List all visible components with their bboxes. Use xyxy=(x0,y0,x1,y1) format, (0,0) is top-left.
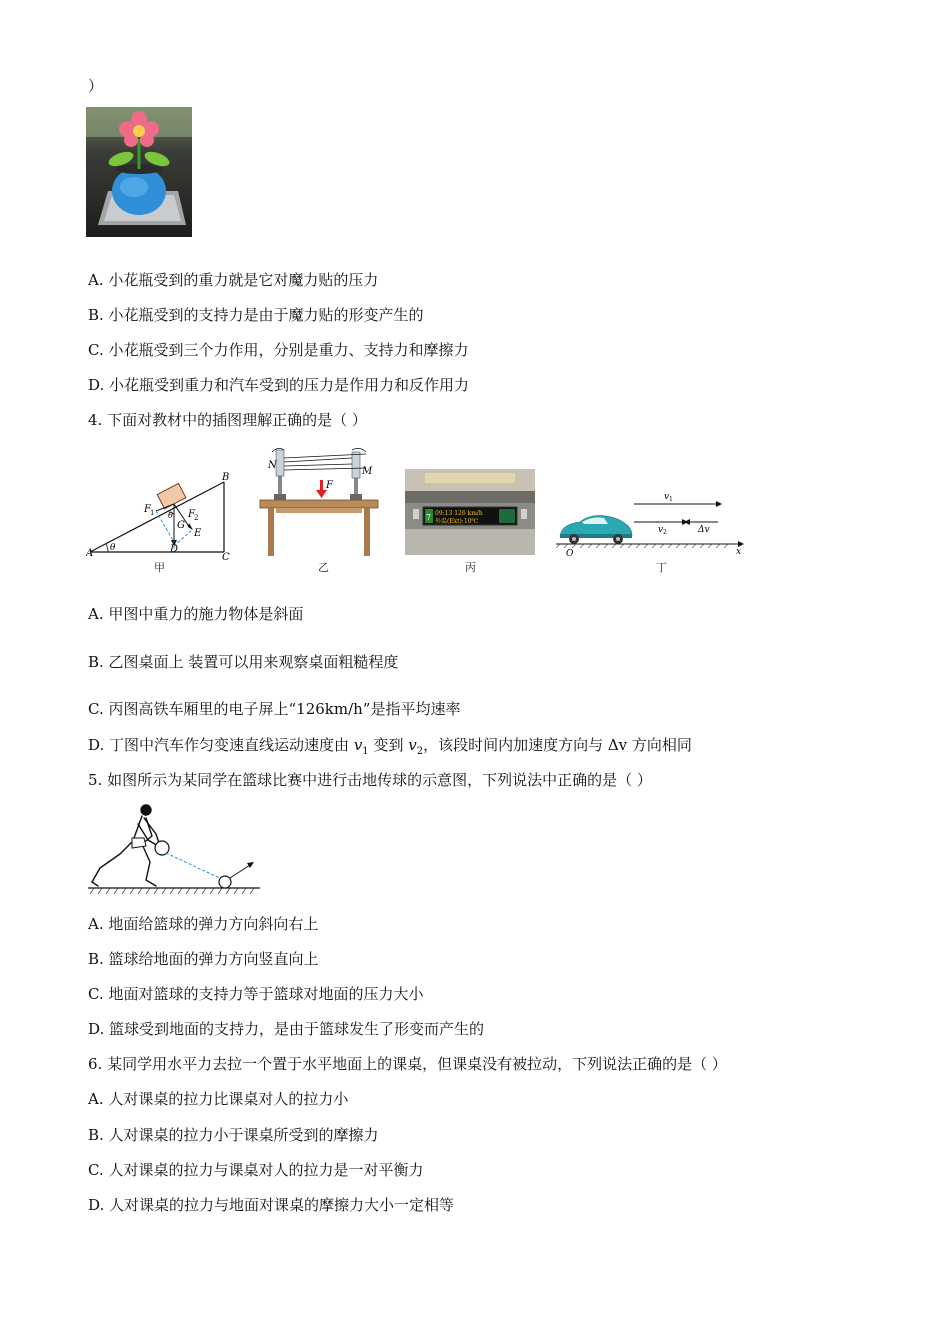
q5-option-c: C. 地面对篮球的支持力等于篮球对地面的压力大小 xyxy=(88,985,424,1003)
label-x: x xyxy=(736,547,742,557)
q5-option-a: A. 地面给篮球的弹力方向斜向右上 xyxy=(88,915,319,933)
q4-option-d xyxy=(88,735,692,762)
label-O: O xyxy=(566,549,574,558)
label-C: C xyxy=(222,552,230,560)
q3-option-a: A. 小花瓶受到的重力就是它对魔力贴的压力 xyxy=(88,271,379,289)
q4-option-d-v2-sub: 2 xyxy=(416,746,424,757)
q4-option-d-pre: D. 丁图中汽车作匀变速直线运动速度由 xyxy=(88,736,354,754)
figure-yi-table-mirror xyxy=(256,446,382,558)
q4-option-d-mid: 变到 xyxy=(368,736,409,754)
label-theta-2: θ xyxy=(168,511,173,520)
q3-option-d: D. 小花瓶受到重力和汽车受到的压力是作用力和反作用力 xyxy=(88,376,470,394)
label-F1: F xyxy=(144,504,151,515)
label-F2-sub: 2 xyxy=(194,514,199,522)
figure-ding-car-velocity xyxy=(556,486,746,558)
label-N: N xyxy=(268,460,277,471)
q4-option-d-v1-sub: 1 xyxy=(362,746,369,757)
q4-option-c: C. 丙图高铁车厢里的电子屏上“126km/h”是指平均速率 xyxy=(88,700,461,718)
caption-bing: 丙 xyxy=(465,561,476,574)
display-line-2: 外温(Ext):10℃ xyxy=(435,518,479,525)
q3-option-b: B. 小花瓶受到的支持力是由于魔力贴的形变产生的 xyxy=(88,306,424,324)
q5-option-b: B. 篮球给地面的弹力方向竖直向上 xyxy=(88,950,319,968)
label-G: G xyxy=(177,520,185,531)
q6-option-b: B. 人对课桌的拉力小于课桌所受到的摩擦力 xyxy=(88,1126,379,1144)
label-E: E xyxy=(194,528,202,539)
q3-option-c: C. 小花瓶受到三个力作用，分别是重力、支持力和摩擦力 xyxy=(88,341,469,359)
label-D: D xyxy=(170,544,179,555)
q4-option-b: B. 乙图桌面上 装置可以用来观察桌面粗糙程度 xyxy=(88,653,399,671)
figure-basketball-bounce-pass xyxy=(86,802,262,898)
q4-option-d-post: ，该段时间内加速度方向与 Δv 方向相同 xyxy=(423,736,692,754)
caption-yi: 乙 xyxy=(318,561,329,574)
caption-ding: 丁 xyxy=(656,561,667,574)
label-theta-1: θ xyxy=(110,543,116,553)
q6-option-c: C. 人对课桌的拉力与课桌对人的拉力是一对平衡力 xyxy=(88,1161,424,1179)
label-v1: v xyxy=(664,492,670,502)
label-v1-sub: 1 xyxy=(669,496,673,503)
label-F1-sub: 1 xyxy=(150,509,155,517)
display-line-1: 09:13 126 km/h xyxy=(435,510,483,517)
label-dv: Δv xyxy=(698,525,710,535)
q4-option-a: A. 甲图中重力的施力物体是斜面 xyxy=(88,605,304,623)
label-B: B xyxy=(222,472,230,483)
question-6-stem: 6. 某同学用水平力去拉一个置于水平地面上的课桌，但课桌没有被拉动，下列说法正确的是（ ） xyxy=(88,1055,727,1073)
q6-option-a: A. 人对课桌的拉力比课桌对人的拉力小 xyxy=(88,1090,349,1108)
label-F2: F xyxy=(188,509,195,520)
q4-option-d-v2: v xyxy=(408,736,417,754)
label-A: A xyxy=(86,548,94,559)
label-v2-sub: 2 xyxy=(663,529,667,536)
label-v2: v xyxy=(658,525,664,535)
q5-option-d: D. 篮球受到地面的支持力，是由于篮球发生了形变而产生的 xyxy=(88,1020,485,1038)
q6-option-d: D. 人对课桌的拉力与地面对课桌的摩擦力大小一定相等 xyxy=(88,1196,455,1214)
question-3-paren-close: ） xyxy=(88,77,104,95)
flower-pot-photo xyxy=(86,107,192,237)
figure-jia-incline xyxy=(86,470,236,560)
label-F: F xyxy=(326,480,333,491)
figure-bing-train-display xyxy=(405,469,535,555)
question-5-stem: 5. 如图所示为某同学在篮球比赛中进行击地传球的示意图，下列说法中正确的是（ ） xyxy=(88,771,652,789)
caption-jia: 甲 xyxy=(154,561,165,574)
question-4-stem: 4. 下面对教材中的插图理解正确的是（ ） xyxy=(88,411,367,429)
q4-option-d-v1: v xyxy=(353,736,363,754)
label-M: M xyxy=(362,466,373,477)
display-left-num: 7 xyxy=(426,513,432,522)
